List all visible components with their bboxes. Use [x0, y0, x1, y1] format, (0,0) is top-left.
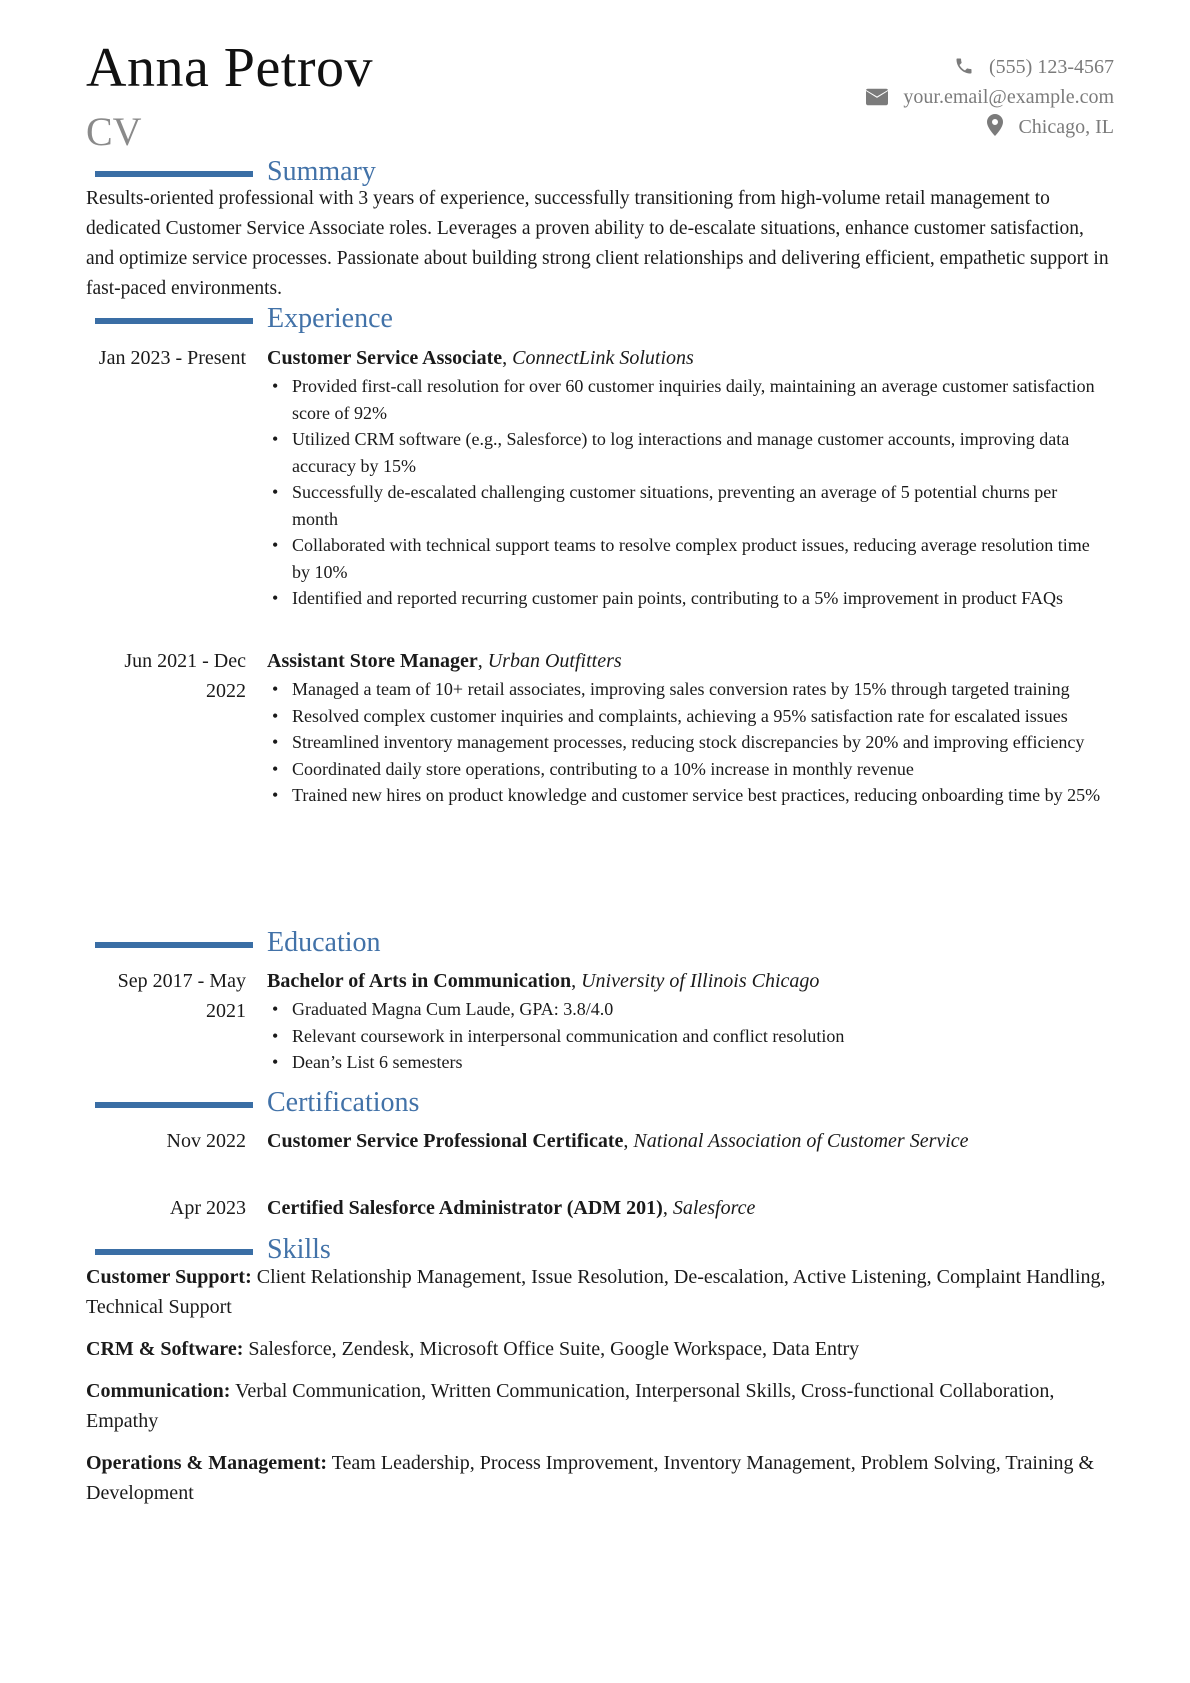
section-rule	[95, 318, 253, 324]
skill-category: Operations & Management:	[86, 1452, 328, 1474]
list-item: • Collaborated with technical support teams to resolve complex product issues, reducing average resolution time by 10%	[267, 532, 1107, 585]
skill-values: Verbal Communication, Written Communication, Interpersonal Skills, Cross-functional Collaboration, Empathy	[86, 1380, 1055, 1432]
skill-category: CRM & Software:	[86, 1338, 244, 1360]
entry-organization: National Association of Customer Service	[633, 1130, 969, 1152]
phone-text: (555) 123-4567	[989, 56, 1114, 78]
entry-role: Certified Salesforce Administrator (ADM 201)	[267, 1197, 663, 1219]
skill-values: Team Leadership, Process Improvement, Inventory Management, Problem Solving, Training & Development	[86, 1452, 1095, 1504]
person-name: Anna Petrov	[86, 37, 374, 99]
skill-category: Communication:	[86, 1380, 231, 1402]
list-item: • Graduated Magna Cum Laude, GPA: 3.8/4.0	[267, 996, 1107, 1023]
entry-organization: Urban Outfitters	[487, 650, 622, 672]
entry-body	[267, 1126, 1107, 1156]
section-title: Skills	[267, 1234, 331, 1265]
section-title: Experience	[267, 303, 393, 334]
entry-date: Apr 2023	[169, 1197, 246, 1219]
entry-role: Assistant Store Manager	[267, 650, 478, 672]
summary-text: Results-oriented professional with 3 years of experience, successfully transitioning from high-volume retail management to dedicated Customer Service Associate roles. Leverages a proven ability to de-escalate situations, enhance customer satisfaction, and optimize service processes. Passionate about building strong client relationships and delivering efficient, empathetic support in fast-paced environments.	[86, 188, 1109, 299]
entry-role: Customer Service Associate	[267, 347, 503, 369]
bullet-list	[267, 676, 1107, 809]
list-item: • Dean’s List 6 semesters	[267, 1049, 1107, 1076]
entry-title: Customer Service Associate, ConnectLink Solutions	[267, 347, 694, 369]
skill-row	[86, 1448, 1116, 1508]
list-item: • Identified and reported recurring customer pain points, contributing to a 5% improvement in product FAQs	[267, 585, 1107, 612]
section-rule	[95, 171, 253, 177]
location-text: Chicago, IL	[1018, 116, 1114, 138]
contact-block	[866, 52, 1114, 142]
list-item: • Coordinated daily store operations, contributing to a 10% increase in monthly revenue	[267, 756, 1107, 783]
section-title: Education	[267, 927, 381, 958]
list-item: • Relevant coursework in interpersonal communication and conflict resolution	[267, 1023, 1107, 1050]
entry-title: Certified Salesforce Administrator (ADM 201), Salesforce	[267, 1197, 756, 1219]
entry-date: Jan 2023 - Present	[98, 347, 246, 369]
entry-role: Customer Service Professional Certificate	[267, 1130, 624, 1152]
list-item: • Managed a team of 10+ retail associates, improving sales conversion rates by 15% through targeted training	[267, 676, 1107, 703]
entry-date: Nov 2022	[166, 1130, 246, 1152]
skill-values: Client Relationship Management, Issue Resolution, De-escalation, Active Listening, Complaint Handling, Technical Support	[86, 1266, 1106, 1318]
entry-date: Sep 2017 - May 2021	[117, 970, 246, 1022]
contact-email	[866, 82, 1114, 112]
skill-row	[86, 1334, 1116, 1364]
contact-phone	[866, 52, 1114, 82]
section-title: Certifications	[267, 1087, 420, 1118]
entry-body	[267, 1193, 1107, 1223]
skill-values: Salesforce, Zendesk, Microsoft Office Suite, Google Workspace, Data Entry	[248, 1338, 860, 1360]
entry-organization: University of Illinois Chicago	[581, 970, 820, 992]
entry-body	[267, 646, 1107, 809]
section-title: Summary	[267, 156, 376, 187]
bullet-list	[267, 996, 1107, 1076]
email-link[interactable]: your.email@example.com	[903, 86, 1114, 108]
skill-row	[86, 1262, 1116, 1322]
list-item: • Provided first-call resolution for over 60 customer inquiries daily, maintaining an average customer satisfaction score of 92%	[267, 373, 1107, 426]
entry-organization: Salesforce	[672, 1197, 756, 1219]
contact-location	[866, 112, 1114, 142]
section-rule	[95, 942, 253, 948]
phone-icon	[954, 56, 989, 78]
entry-title: Bachelor of Arts in Communication, University of Illinois Chicago	[267, 970, 820, 992]
entry-role: Bachelor of Arts in Communication	[267, 970, 572, 992]
map-pin-icon	[987, 116, 1018, 138]
list-item: • Resolved complex customer inquiries and complaints, achieving a 95% satisfaction rate for escalated issues	[267, 703, 1107, 730]
envelope-icon	[866, 86, 903, 108]
entry-body	[267, 343, 1107, 612]
skill-row	[86, 1376, 1116, 1436]
list-item: • Utilized CRM software (e.g., Salesforce) to log interactions and manage customer accounts, improving data accuracy by 15%	[267, 426, 1107, 479]
section-rule	[95, 1249, 253, 1255]
list-item: • Streamlined inventory management processes, reducing stock discrepancies by 20% and improving efficiency	[267, 729, 1107, 756]
section-rule	[95, 1102, 253, 1108]
skills-list	[86, 1262, 1116, 1520]
skill-category: Customer Support:	[86, 1266, 252, 1288]
entry-body	[267, 966, 1107, 1076]
document-label: CV	[86, 109, 142, 154]
list-item: • Trained new hires on product knowledge and customer service best practices, reducing onboarding time by 25%	[267, 782, 1107, 809]
entry-date: Jun 2021 - Dec 2022	[124, 650, 246, 702]
entry-organization: ConnectLink Solutions	[512, 347, 694, 369]
list-item: • Successfully de-escalated challenging customer situations, preventing an average of 5 potential churns per month	[267, 479, 1107, 532]
bullet-list	[267, 373, 1107, 612]
entry-title: Assistant Store Manager, Urban Outfitters	[267, 650, 622, 672]
entry-title: Customer Service Professional Certificate, National Association of Customer Service	[267, 1130, 969, 1152]
